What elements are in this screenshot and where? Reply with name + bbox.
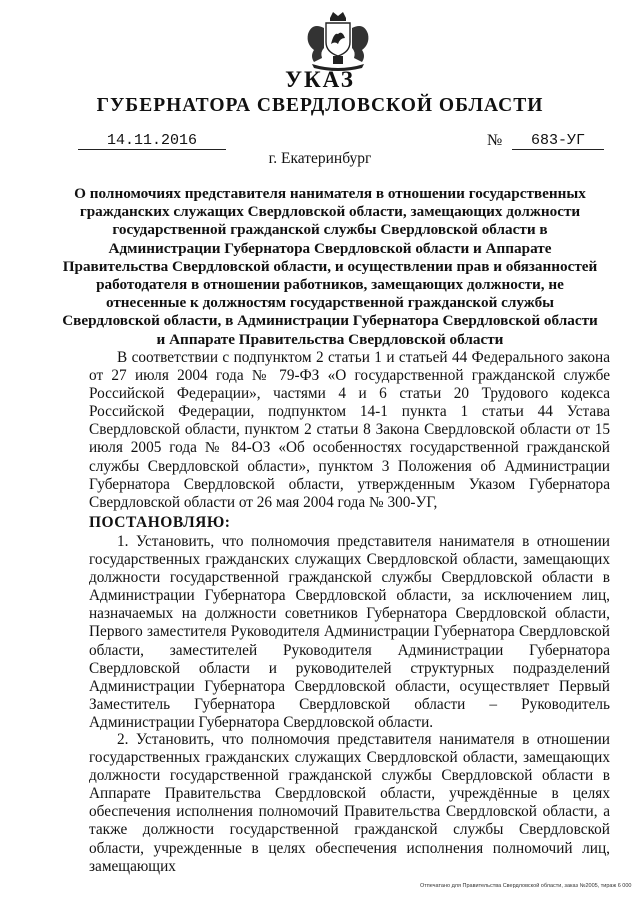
document-heading: О полномочиях представителя нанимателя в отношении государственных гражданских служащих Свердловской области, замещающих должности государственной гражданской службы Свердловской области в Администрации Губернатора Свердловской области и Аппарате Правительства Свердловской области, и осуществлении прав и обязанностей работодателя в отношении работников, замещающих должности, не отнесенные к должностям государственной гражданской службы Свердловской области, в Администрации Губернатора Свердловской области и Аппарате Правительства Свердловской области: [62, 185, 598, 348]
item-1-paragraph: [89, 533, 610, 732]
decree-word: ПОСТАНОВЛЯЮ:: [89, 514, 231, 531]
item-2-paragraph: [89, 731, 610, 876]
intro-paragraph: [89, 349, 610, 512]
document-date: 14.11.2016: [78, 132, 226, 150]
item-1-text: 1. Установить, что полномочия представителя нанимателя в отношении государственных гражданских служащих Свердловской области, замещающих должности государственной гражданской службы Свердловской области в Администрации Губернатора Свердловской области, за исключением лиц, назначаемых на должности советников Губернатора Свердловской области, Первого заместителя Руководителя Администрации Губернатора Свердловской области, заместителей Руководителя Администрации Губернатора Свердловской области и руководителей структурных подразделений Администрации Губернатора Свердловской области, осуществляет Первый Заместитель Губернатора Свердловской области – Руководитель Администрации Губернатора Свердловской области.: [89, 533, 610, 731]
document-title: УКАЗ: [285, 67, 355, 92]
item-2-text: 2. Установить, что полномочия представителя нанимателя в отношении государственных гражданских служащих Свердловской области, замещающих должности государственной гражданской службы Свердловской области в Аппарате Правительства Свердловской области, учреждённые в целях обеспечения исполнения полномочий Правительства Свердловской области, а также должности государственной гражданской службы Свердловской области, учрежденные в целях обеспечения исполнения полномочий лиц, замещающих: [89, 731, 610, 875]
document-issuer: ГУБЕРНАТОРА СВЕРДЛОВСКОЙ ОБЛАСТИ: [96, 95, 544, 116]
print-footer: Отпечатано для Правительства Свердловской области, заказ №2005, тираж 6 000: [420, 883, 632, 889]
document-number: 683-УГ: [512, 132, 604, 150]
intro-text: В соответствии с подпунктом 2 статьи 1 и статьей 44 Федерального закона от 27 июля 2004 года № 79-ФЗ «О государственной гражданской службе Российской Федерации», частями 4 и 6 статьи 20 Трудового кодекса Российской Федерации, подпунктом 14-1 пункта 1 статьи 44 Устава Свердловской области, пунктом 2 статьи 8 Закона Свердловской области от 15 июля 2005 года № 84-ОЗ «Об особенностях государственной гражданской службы Свердловской области», пунктом 3 Положения об Администрации Губернатора Свердловской области, утвержденным Указом Губернатора Свердловской области от 26 мая 2004 года № 300-УГ,: [89, 349, 610, 511]
number-label: №: [487, 132, 503, 149]
coat-of-arms-emblem: [300, 8, 376, 72]
document-city: г. Екатеринбург: [268, 150, 372, 167]
